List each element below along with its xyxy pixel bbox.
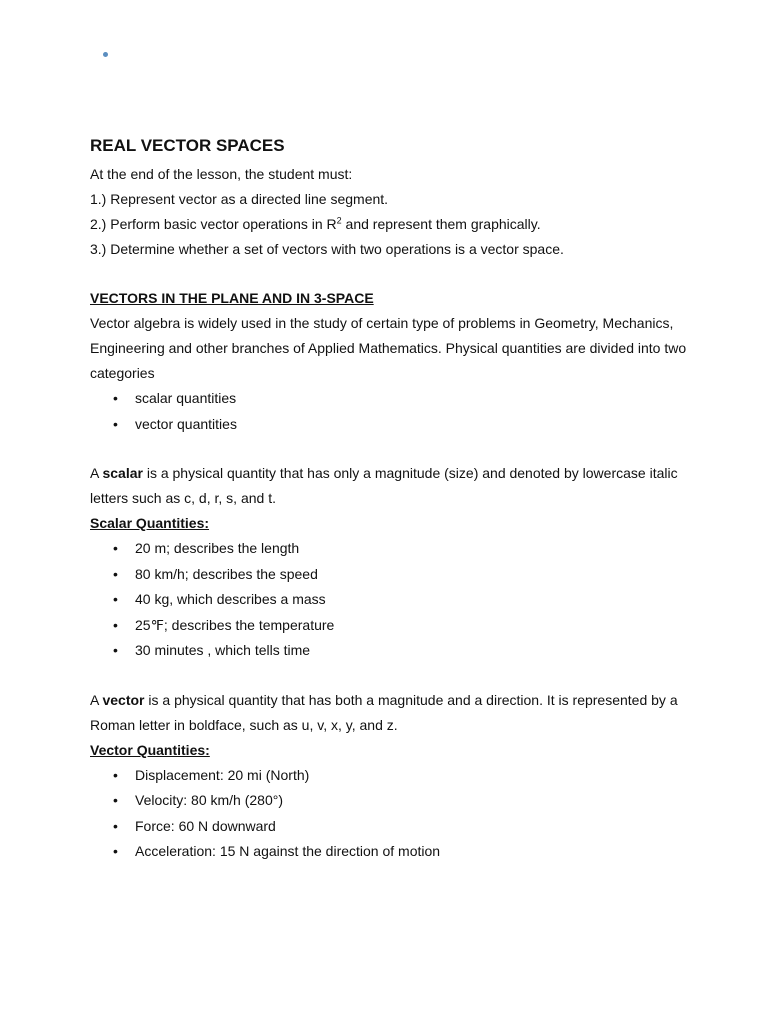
list-item: • 40 kg, which describes a mass [90, 587, 690, 613]
section-paragraph-line-1: Vector algebra is widely used in the study of certain type of problems in Geometry, Mechanics, [90, 315, 674, 331]
list-item: • 20 m; describes the length [90, 536, 690, 562]
scalar-definition-text: is a physical quantity that has only a magnitude (size) and denoted by lowercase italic [142, 465, 678, 481]
page-title: REAL VECTOR SPACES [90, 136, 285, 155]
scalar-list [90, 536, 690, 664]
objectives-intro: At the end of the lesson, the student must: [90, 166, 353, 182]
list-item: • 30 minutes , which tells time [90, 638, 690, 664]
spacer [90, 437, 690, 461]
objective-1: 1.) Represent vector as a directed line segment. [90, 191, 389, 207]
document-page [90, 134, 690, 865]
decorative-dot [103, 52, 108, 57]
section-paragraph-line-3: categories [90, 365, 155, 381]
scalar-definition-line-2: letters such as c, d, r, s, and t. [90, 490, 276, 506]
scalar-prefix: A [90, 465, 103, 481]
scalar-quantities-heading: Scalar Quantities: [90, 515, 210, 531]
list-item: • 25℉; describes the temperature [90, 613, 690, 639]
vector-list [90, 763, 690, 865]
list-item: • Force: 60 N downward [90, 814, 690, 840]
section-heading-vectors: VECTORS IN THE PLANE AND IN 3-SPACE [90, 290, 374, 306]
objective-2 [90, 212, 690, 237]
vector-definition-line-1 [90, 688, 690, 713]
vector-term: vector [102, 691, 145, 708]
list-item: • 80 km/h; describes the speed [90, 562, 690, 588]
list-item: • scalar quantities [90, 386, 690, 412]
objective-2-text: 2.) Perform basic vector operations in R [90, 216, 337, 232]
section-paragraph-line-2: Engineering and other branches of Applied Mathematics. Physical quantities are divided into two [90, 340, 687, 356]
vector-definition-line-2: Roman letter in boldface, such as u, v, x, y, and z. [90, 716, 398, 733]
scalar-term: scalar [102, 465, 143, 481]
objective-2-superscript: 2 [336, 215, 342, 226]
spacer [90, 262, 690, 286]
category-list [90, 386, 690, 437]
list-item: • Acceleration: 15 N against the direction of motion [90, 839, 690, 865]
vector-definition-text: is a physical quantity that has both a magnitude and a direction. It is represented by a [144, 691, 678, 708]
vector-quantities-heading: Vector Quantities: [90, 741, 210, 758]
vector-prefix: A [90, 691, 103, 708]
list-item: • Displacement: 20 mi (North) [90, 763, 690, 789]
list-item: • vector quantities [90, 412, 690, 438]
scalar-definition-line-1 [90, 461, 690, 486]
spacer [90, 664, 690, 688]
objective-3: 3.) Determine whether a set of vectors with two operations is a vector space. [90, 241, 564, 257]
list-item: • Velocity: 80 km/h (280°) [90, 788, 690, 814]
objective-2-text-end: and represent them graphically. [341, 216, 541, 232]
